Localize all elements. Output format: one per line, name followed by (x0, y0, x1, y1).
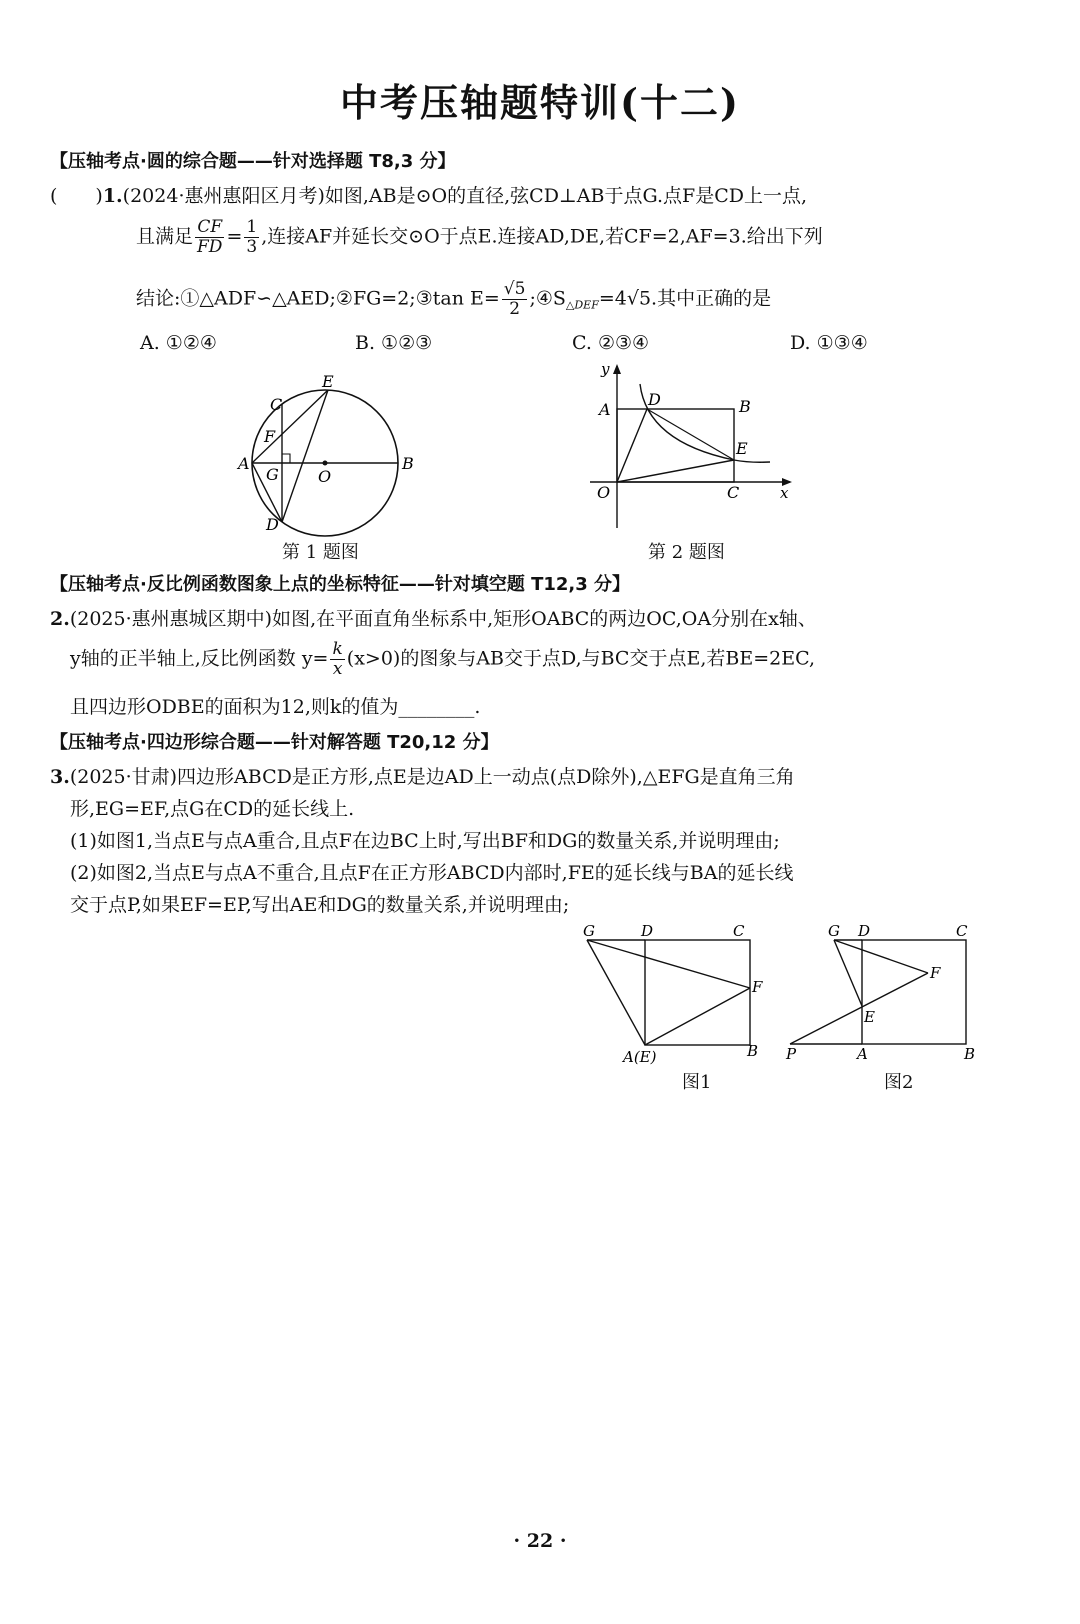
q1-answer-bracket[interactable]: ( ) (50, 185, 103, 207)
q1-line2 (136, 218, 823, 257)
q1-option-c[interactable]: C. ②③④ (572, 332, 650, 354)
label-a: A (857, 1045, 868, 1063)
q2-text-2b: (x>0)的图象与AB交于点D,与BC交于点E,若BE=2EC, (346, 647, 815, 670)
label-f: F (752, 978, 763, 996)
label-b: B (739, 397, 751, 416)
segment-oe (617, 460, 734, 482)
segment-gf (834, 940, 928, 973)
label-b: B (402, 454, 414, 473)
label-a: A (599, 400, 611, 419)
segment-af (645, 988, 750, 1045)
q3-number: 3. (50, 766, 70, 788)
q1-text-2a: 且满足 (136, 225, 194, 248)
page-number: · 22 · (513, 1530, 567, 1552)
page-title: 中考压轴题特训(十二) (340, 80, 740, 125)
label-d: D (641, 922, 654, 940)
label-d: D (858, 922, 871, 940)
segment-pf (790, 973, 928, 1044)
q3-line2: 形,EG=EF,点G在CD的延长线上. (70, 798, 355, 820)
q3-line1 (50, 762, 795, 789)
q3-line3: (1)如图1,当点E与点A重合,且点F在边BC上时,写出BF和DG的数量关系,并说明理由; (70, 830, 780, 852)
q3-text-1: (2025·甘肃)四边形ABCD是正方形,点E是边AD上一动点(点D除外),△EFG是直角三角 (69, 766, 795, 788)
q1-line1 (50, 181, 807, 208)
label-p: P (786, 1045, 797, 1063)
square-abcd (645, 940, 750, 1045)
q3-line5: 交于点P,如果EF=EP,写出AE和DG的数量关系,并说明理由; (70, 894, 570, 916)
frac-num: CF (195, 218, 224, 238)
frac-num: k (332, 639, 343, 659)
figure-3-square (575, 918, 780, 1078)
label-x: x (780, 484, 789, 502)
segment-de (647, 409, 734, 460)
q1-text-3c: =4√5.其中正确的是 (598, 287, 772, 310)
q1-option-d[interactable]: D. ①③④ (790, 332, 868, 354)
q1-option-a[interactable]: A. ①②④ (140, 332, 217, 354)
label-f: F (930, 964, 941, 982)
equals: = (226, 225, 243, 248)
frac-num: √5 (503, 279, 526, 299)
q2-line2 (70, 640, 815, 679)
segment-gf (587, 940, 750, 988)
label-d: D (266, 515, 279, 534)
q2-number: 2. (50, 608, 70, 630)
section-header-2: 【压轴考点·反比例函数图象上点的坐标特征——针对填空题 T12,3 分】 (50, 574, 631, 595)
segment-ge (834, 940, 862, 1006)
label-b: B (747, 1042, 759, 1060)
section-header-3: 【压轴考点·四边形综合题——针对解答题 T20,12 分】 (50, 732, 499, 753)
label-y: y (601, 362, 610, 378)
segment-ga (587, 940, 645, 1045)
frac-den: x (332, 659, 343, 679)
figure-4-square (782, 918, 982, 1078)
q1-line3 (136, 280, 771, 319)
label-b: B (964, 1045, 976, 1063)
figure-3-caption: 图1 (682, 1072, 712, 1093)
label-g: G (266, 465, 279, 484)
label-e: E (864, 1008, 875, 1026)
label-c: C (270, 395, 283, 414)
label-d: D (648, 390, 661, 409)
y-arrow (613, 364, 621, 374)
fraction-k-x (330, 640, 344, 679)
subscript-def: △DEF (565, 298, 599, 312)
figure-2-coordinate (585, 362, 800, 532)
q1-option-b[interactable]: B. ①②③ (355, 332, 433, 354)
segment-de (282, 390, 328, 522)
label-c: C (733, 922, 745, 940)
figure-1-caption: 第 1 题图 (282, 542, 359, 563)
frac-den: 2 (509, 299, 521, 319)
q3-line4: (2)如图2,当点E与点A不重合,且点F在正方形ABCD内部时,FE的延长线与BA的延长线 (70, 862, 794, 884)
q1-number: 1. (102, 185, 123, 207)
frac-num: 1 (246, 217, 258, 237)
q1-text-3b: ;④S (529, 287, 566, 310)
frac-den: FD (197, 237, 223, 257)
fraction-cf-fd (195, 218, 224, 257)
right-angle-mark (282, 454, 290, 463)
q2-text-1: (2025·惠州惠城区期中)如图,在平面直角坐标系中,矩形OABC的两边OC,OA分别在x轴、 (69, 608, 817, 630)
fraction-1-3 (244, 218, 259, 257)
label-ae: A(E) (623, 1048, 657, 1066)
q1-text-2b: ,连接AF并延长交⊙O于点E.连接AD,DE,若CF=2,AF=3.给出下列 (261, 225, 823, 248)
segment-od (617, 409, 647, 482)
center-dot (323, 461, 328, 466)
fraction-sqrt5-2 (502, 280, 528, 319)
q2-text-2a: y轴的正半轴上,反比例函数 y= (70, 647, 329, 670)
frac-den: 3 (246, 237, 258, 257)
q2-line3: 且四边形ODBE的面积为12,则k的值为________. (70, 696, 481, 718)
label-c: C (956, 922, 968, 940)
label-o: O (318, 467, 332, 486)
label-e: E (736, 439, 748, 458)
q1-text-1: (2024·惠州惠阳区月考)如图,AB是⊙O的直径,弦CD⊥AB于点G.点F是CD上一点, (122, 185, 808, 207)
figure-4-caption: 图2 (884, 1072, 914, 1093)
figure-1-circle (220, 370, 440, 540)
figure-2-caption: 第 2 题图 (648, 542, 725, 563)
label-c: C (727, 483, 740, 502)
label-o: O (597, 483, 611, 502)
label-f: F (264, 427, 276, 446)
q2-line1 (50, 604, 817, 631)
label-a: A (238, 454, 250, 473)
label-g: G (828, 922, 840, 940)
label-e: E (322, 372, 334, 391)
label-g: G (583, 922, 595, 940)
section-header-1: 【压轴考点·圆的综合题——针对选择题 T8,3 分】 (50, 151, 456, 172)
q1-text-3a: 结论:①△ADF∽△AED;②FG=2;③tan E= (136, 287, 500, 310)
